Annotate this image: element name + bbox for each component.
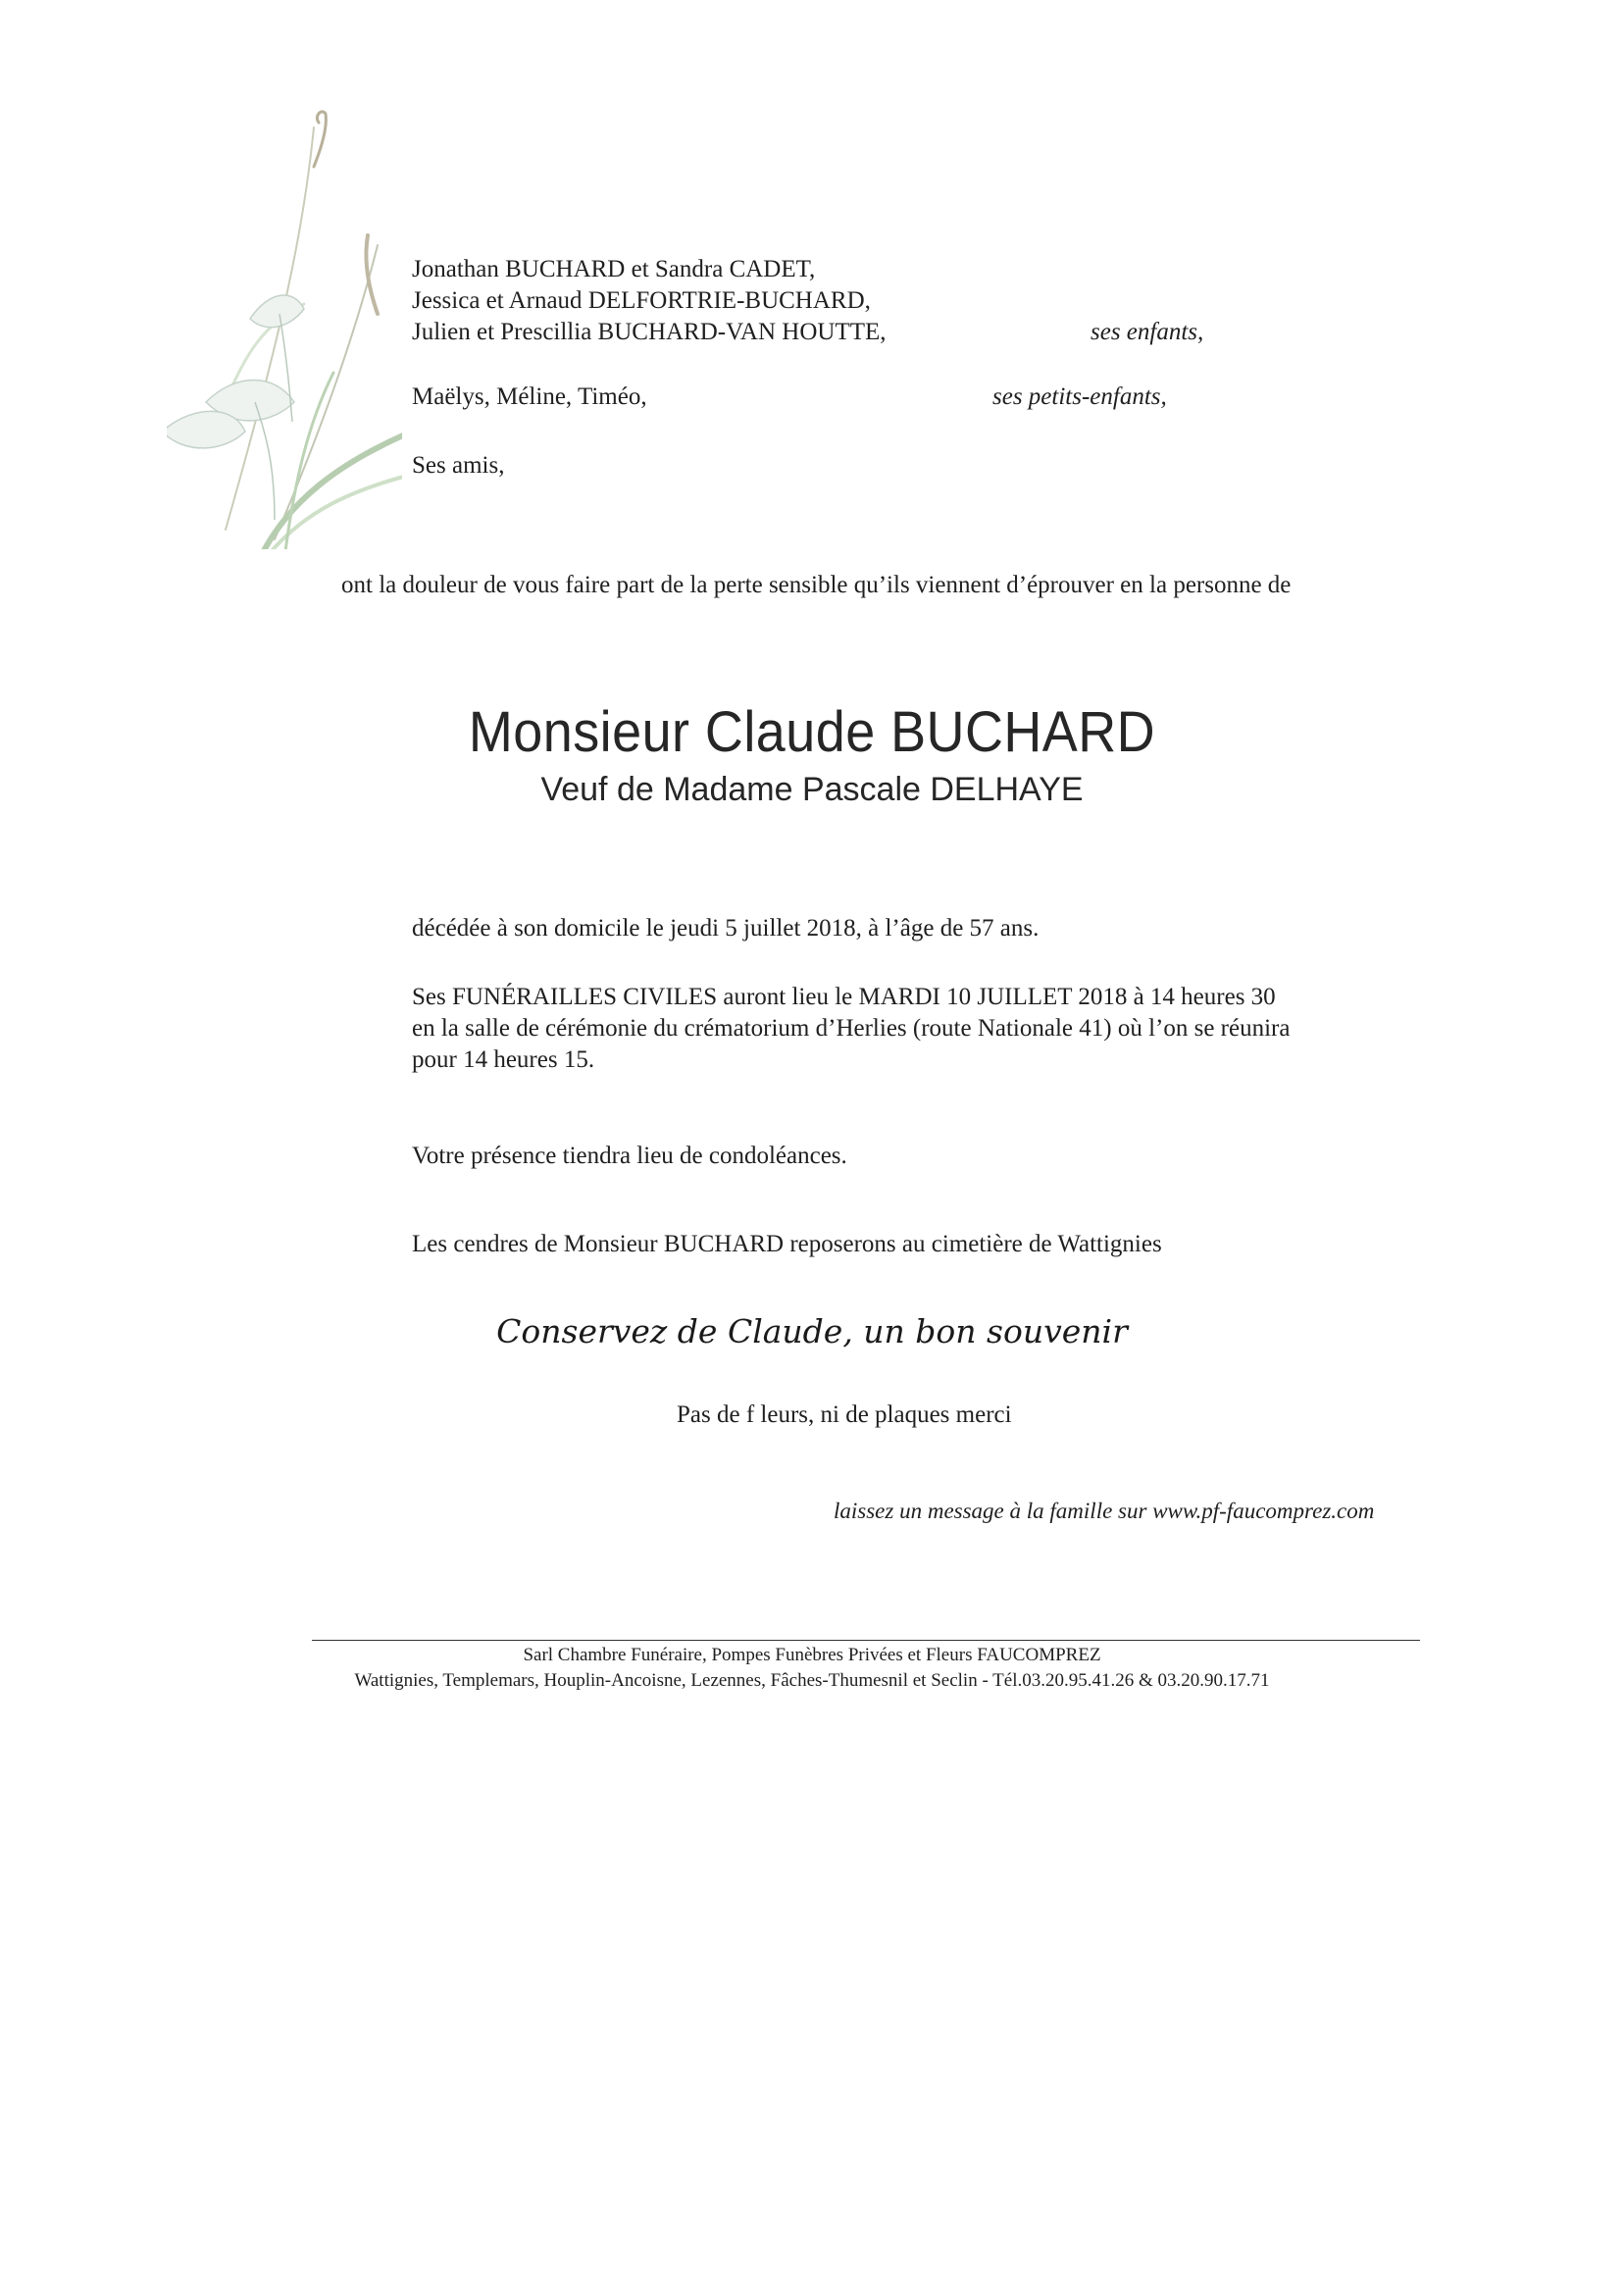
footer-company: Sarl Chambre Funéraire, Pompes Funèbres Privées et Fleurs FAUCOMPREZ (523, 1645, 1101, 1665)
footer-locations-phone: Wattignies, Templemars, Houplin-Ancoisne, Lezennes, Fâches-Thumesnil et Seclin - Tél.03.20.95.41.26 & 03.20.90.17.71 (354, 1670, 1270, 1691)
family-line-1: Jonathan BUCHARD et Sandra CADET, (412, 256, 816, 282)
friends-line: Ses amis, (412, 452, 505, 479)
grandchildren-names: Maëlys, Méline, Timéo, (412, 383, 647, 410)
family-line-3: Julien et Prescillia BUCHARD-VAN HOUTTE, (412, 319, 887, 345)
footer-divider (312, 1640, 1420, 1641)
funeral-line-3: pour 14 heures 15. (412, 1046, 595, 1073)
death-details: décédée à son domicile le jeudi 5 juillet 2018, à l’âge de 57 ans. (412, 915, 1040, 942)
no-flowers-line: Pas de f leurs, ni de plaques merci (677, 1401, 1012, 1428)
funeral-line-2: en la salle de cérémonie du crématorium d’Herlies (route Nationale 41) où l’on se réunira (412, 1015, 1291, 1042)
family-line-2: Jessica et Arnaud DELFORTRIE-BUCHARD, (412, 287, 871, 314)
lily-flower-illustration (167, 108, 402, 549)
announcement-text: ont la douleur de vous faire part de la perte sensible qu’ils viennent d’éprouver en la personne de (341, 572, 1292, 598)
online-message-line: laissez un message à la famille sur www.pf-faucomprez.com (834, 1499, 1375, 1523)
widow-of-line: Veuf de Madame Pascale DELHAYE (540, 771, 1084, 808)
children-label: ses enfants, (1091, 319, 1204, 345)
funeral-line-1: Ses FUNÉRAILLES CIVILES auront lieu le MARDI 10 JUILLET 2018 à 14 heures 30 (412, 984, 1276, 1010)
keepsake-script-line: Conservez de Claude, un bon souvenir (496, 1312, 1128, 1350)
deceased-name: Monsieur Claude BUCHARD (468, 700, 1156, 764)
condolences-line: Votre présence tiendra lieu de condoléances. (412, 1143, 847, 1169)
ashes-line: Les cendres de Monsieur BUCHARD reposerons au cimetière de Wattignies (412, 1231, 1162, 1257)
grandchildren-label: ses petits-enfants, (992, 383, 1167, 410)
